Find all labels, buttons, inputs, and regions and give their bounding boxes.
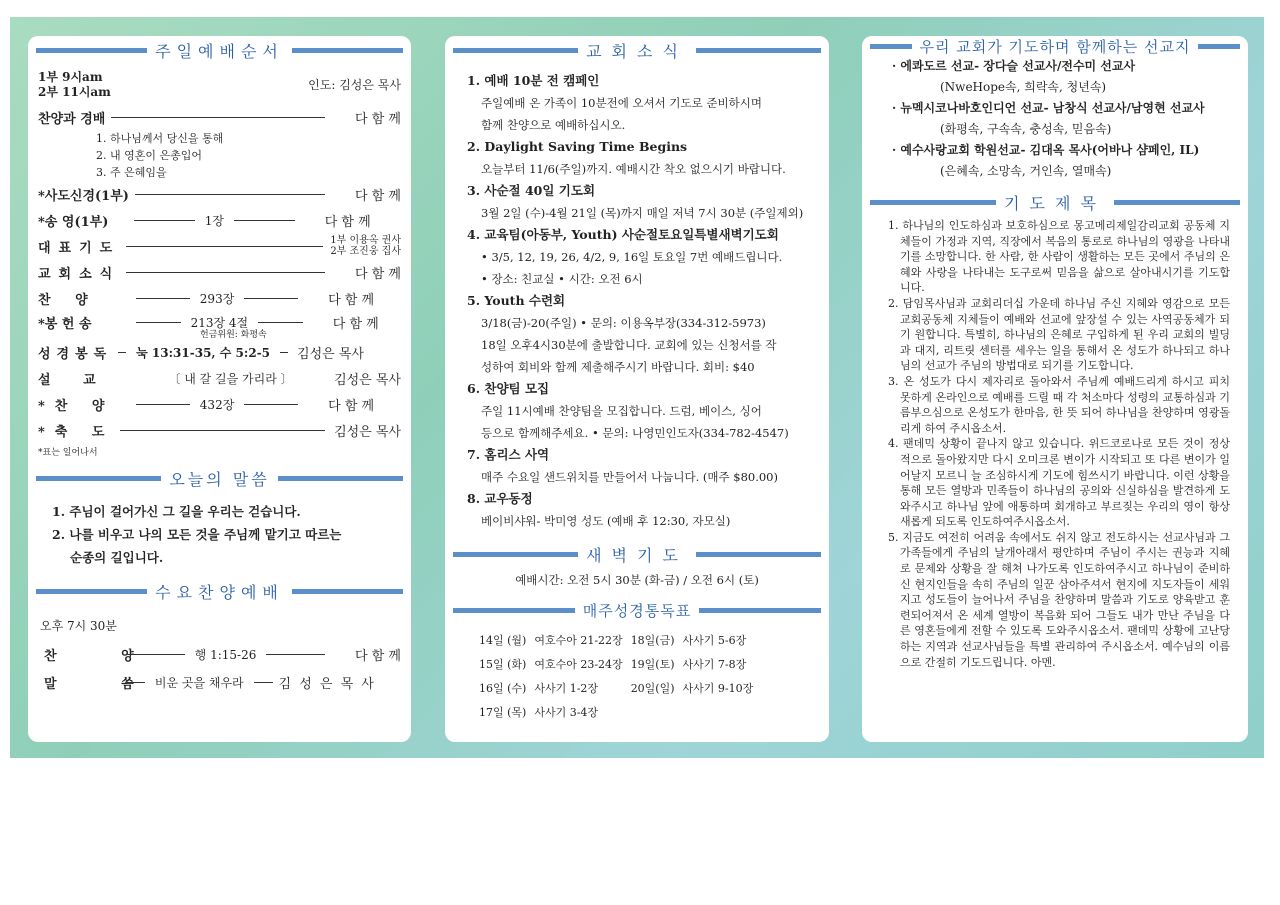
reading-cell: 사사기 3-4장 <box>534 706 599 719</box>
reading-cell: 15일 (화) <box>479 658 527 671</box>
wednesday-time: 오후 7시 30분 <box>40 619 117 633</box>
bible-reading-table <box>479 628 761 724</box>
dawn-prayer-time: 예배시간: 오전 5시 30분 (화-금) / 오전 6시 (토) <box>515 573 759 587</box>
news-item-title: 5. Youth 수련회 <box>467 293 566 308</box>
dawn-prayer-header <box>445 544 829 564</box>
reading-cell: 여호수아 23-24장 <box>534 658 623 671</box>
service-time-2: 2부 11시am <box>38 85 111 99</box>
mission-prayer-panel <box>862 36 1248 742</box>
reading-cell: 16일 (수) <box>479 682 527 695</box>
order-row: 성경봉독 눅 13:31-35, 수 5:2-5 김성은 목사 <box>38 345 364 362</box>
news-item-body: 매주 수요일 샌드위치를 만들어서 나눕니다. (매주 $80.00) <box>481 470 778 484</box>
news-item <box>445 70 829 136</box>
mission-groups: (은혜속, 소망속, 거인속, 열매속) <box>940 164 1112 178</box>
reading-row <box>479 700 761 724</box>
order-row: *찬 양 432장 다 함 께 <box>38 397 375 414</box>
news-item-body: 3/18(금)-20(주일) • 문의: 이용옥부장(334-312-5973) <box>481 316 766 330</box>
order-row: 찬양과 경배 다 함 께 <box>38 111 401 127</box>
news-item-body: • 3/5, 12, 19, 26, 4/2, 9, 16일 토요일 7번 예배드립니다. <box>481 250 783 264</box>
mission-item: · 에콰도르 선교- 장다슬 선교사/전수미 선교사 <box>892 59 1136 73</box>
news-item-body: 성하여 회비와 함께 제출해주시기 바랍니다. 회비: $40 <box>481 360 755 374</box>
offering-note: 헌금위원: 화평속 <box>200 330 267 340</box>
news-item-body: 주일예배 온 가족이 10분전에 오셔서 기도로 준비하시며 <box>481 96 762 110</box>
mission-header <box>862 36 1248 56</box>
prayer-topics-list <box>862 218 1248 670</box>
mission-list <box>862 56 1248 182</box>
stand-note: *표는 일어나서 <box>38 448 98 458</box>
news-item <box>445 378 829 444</box>
prayer-topic: 5. 지금도 여전히 어려움 속에서도 쉬지 않고 전도하시는 선교사님과 그 가족들에게 주님의 날개아래서 평안하며 주님이 주시는 권능과 지혜로 문제와 상황을 잘 해쳐 나가도록 인도하여주시고 하나님이 준비하신 현지인들을 속히 주님의 일꾼 삼아주셔서 현지에 지도자들이 세워지고 성도들이 늘어나서 주님을 찬양하며 말씀과 기도로 양육받고 훈련되어져서 온 세계 열방이 복음화 되어 그들도 내가 만난 주님을 다른 영혼들에게 전할 수 있도록 도와주시옵소서. 팬데믹 상황에 고난당하는 지역과 선교사님들을 특별 관리하여 주시옵소서. 예수님의 이름으로 간절히 기도드립니다. 아멘. <box>888 530 1230 669</box>
reading-cell: 17일 (목) <box>479 706 527 719</box>
order-row: 찬 양 293장 다 함 께 <box>38 291 375 308</box>
news-item-title: 2. Daylight Saving Time Begins <box>467 139 688 154</box>
news-item-body: 함께 찬양으로 예배하십시오. <box>481 118 626 132</box>
praise-song: 1. 하나님께서 당신을 통해 <box>96 132 224 145</box>
news-item <box>445 136 829 180</box>
reading-cell: 사사기 5-6장 <box>682 634 747 647</box>
order-row: *축 도 김성은 목사 <box>38 424 401 440</box>
worship-order-panel <box>28 36 411 742</box>
today-word-title: 오늘의 말씀 <box>169 469 270 489</box>
today-word-text: 1. 주님이 걸어가신 그 길을 우리는 걷습니다. 2. 나를 비우고 나의 모든 것을 주님께 맡기고 따르는 순종의 길입니다. <box>52 504 342 565</box>
news-item-title: 7. 홈리스 사역 <box>467 447 550 462</box>
wednesday-row: 찬 양 행 1:15-26 다 함 께 <box>44 647 401 664</box>
news-item <box>445 180 829 224</box>
praise-song-list <box>28 130 411 181</box>
today-word-header <box>28 468 411 488</box>
church-news-header <box>445 40 829 60</box>
dawn-prayer-title: 새벽기도 <box>586 545 688 565</box>
news-item-body: 주일 11시예배 찬양팀을 모집합니다. 드럼, 베이스, 싱어 <box>481 404 762 418</box>
wednesday-title: 수요찬양예배 <box>155 582 284 602</box>
reading-cell: 20일(일) <box>630 682 675 695</box>
order-row: 설 교 〔 내 갈 길을 가리라 〕 김성은 목사 <box>38 371 401 388</box>
church-news-panel <box>445 36 829 742</box>
prayer-topic: 4. 팬데믹 상황이 끝나지 않고 있습니다. 위드코로나로 모든 것이 정상적으로 돌아왔지만 다시 오미크론 변이가 시작되고 또 다른 변이가 일어날지 모르니 늘 조심하시게 기도에 힘쓰시기 바랍니다. 이런 상황을 통해 모든 열방과 민족들이 하나님의 공의와 신실하심을 발견하게 도와주시고 하나님 앞에 애통하며 회개하고 부르짖는 우리의 영이 항상 새롭게 되도록 인도하여주시옵소서. <box>888 437 1230 529</box>
prayer-topic: 2. 담임목사님과 교회리더십 가운데 하나님 주신 지혜와 영감으로 모든 교회공동체 지체들이 예배와 선교에 앞장설 수 있는 사역공동체가 되기 원합니다. 특별히, 하나님의 은혜로 구입하게 된 우리 교회의 빌딩과 대지, 리트릿 센터를 세우는 일을 통해서 온 성도가 하나되고 하나님의 선교가 주님의 방법대로 되기를 기도합니다. <box>888 296 1230 373</box>
prayer-topics-header <box>862 192 1248 212</box>
order-row: 교회소식 다 함 께 <box>38 266 401 282</box>
news-item <box>445 444 829 488</box>
news-item-title: 8. 교우동정 <box>467 491 533 506</box>
mission-groups: (NweHope속, 희락속, 청년속) <box>940 80 1107 94</box>
mission-item: · 뉴멕시코나바호인디언 선교- 남창식 선교사/남영현 선교사 <box>892 101 1205 115</box>
reading-cell: 19일(토) <box>630 658 675 671</box>
order-row: *사도신경(1부) 다 함 께 <box>38 188 401 204</box>
bible-reading-header <box>445 600 829 620</box>
worship-order-title: 주일예배순서 <box>155 41 284 61</box>
reading-row <box>479 676 761 700</box>
news-item-body: • 장소: 친교실 • 시간: 오전 6시 <box>481 272 643 286</box>
prayer-topics-title: 기도제목 <box>1004 193 1106 213</box>
reading-cell: 사사기 9-10장 <box>682 682 754 695</box>
prayer-topic: 1. 하나님의 인도하심과 보호하심으로 몽고메리제일감리교회 공동체 지체들이 가정과 지역, 직장에서 복음의 통로로 하나님의 영광을 나타내기를 소망합니다. 한 사람, 한 사람이 생활하는 모든 곳에서 주님의 은혜와 사랑을 나타내는 도구로써 믿음을 삶으로 살아내시기를 기도합니다. <box>888 219 1230 295</box>
reading-cell: 사사기 1-2장 <box>534 682 599 695</box>
wednesday-header <box>28 581 411 601</box>
reading-cell: 14일 (월) <box>479 634 527 647</box>
mission-item: · 예수사랑교회 학원선교- 김대옥 목사(어바나 샴페인, IL) <box>892 143 1200 157</box>
news-item <box>445 488 829 532</box>
church-news-list <box>445 66 829 532</box>
order-row: 대표기도 1부 이용옥 권사 2부 조진웅 집사 <box>38 235 401 257</box>
reading-cell: 18일(금) <box>630 634 675 647</box>
prayer-topic: 3. 온 성도가 다시 제자리로 돌아와서 주님께 예배드리게 하시고 피치 못하게 온라인으로 예배를 드릴 때 각 처소마다 성령의 교통하심과 기름부으심으로 온성도가 한마음, 한 뜻 되어 하나님을 찬양하며 영광돌리게 하여 주시옵소서. <box>888 374 1230 435</box>
reading-row <box>479 652 761 676</box>
mission-title: 우리 교회가 기도하며 함께하는 선교지 <box>919 37 1191 56</box>
service-leader: 인도: 김성은 목사 <box>308 78 401 92</box>
news-item-title: 6. 찬양팀 모집 <box>467 381 550 396</box>
news-item-title: 1. 예배 10분 전 캠페인 <box>467 73 600 88</box>
news-item-body: 베이비샤워- 박미영 성도 (예배 후 12:30, 자모실) <box>481 514 731 528</box>
praise-song: 3. 주 은혜임을 <box>96 166 167 179</box>
news-item-title: 4. 교육팀(아동부, Youth) 사순절토요일특별새벽기도회 <box>467 227 779 242</box>
news-item-body: 18일 오후4시30분에 출발합니다. 교회에 있는 신청서를 작 <box>481 338 777 352</box>
church-news-title: 교회소식 <box>586 41 688 61</box>
reading-cell <box>683 700 762 724</box>
service-time-1: 1부 9시am <box>38 70 103 84</box>
reading-row <box>479 628 761 652</box>
worship-order-header <box>28 40 411 60</box>
news-item-body: 오늘부터 11/6(주일)까지. 예배시간 착오 없으시기 바랍니다. <box>481 162 786 176</box>
bible-reading-title: 매주성경통독표 <box>582 601 692 620</box>
reading-cell: 사사기 7-8장 <box>682 658 747 671</box>
news-item <box>445 290 829 378</box>
news-item-body: 3월 2일 (수)-4월 21일 (목)까지 매일 저녁 7시 30분 (주일제외) <box>481 206 804 220</box>
news-item <box>445 224 829 290</box>
order-row: *봉 헌 송 213장 4절 다 함 께 <box>38 315 379 332</box>
wednesday-row: 말 씀 비운 곳을 채우라 김 성 은 목 사 <box>44 675 376 692</box>
news-item-title: 3. 사순절 40일 기도회 <box>467 183 596 198</box>
reading-cell <box>631 700 683 724</box>
reading-cell: 여호수아 21-22장 <box>534 634 623 647</box>
mission-groups: (화평속, 구속속, 충성속, 믿음속) <box>940 122 1112 136</box>
order-row: *송 영(1부) 1장 다 함 께 <box>38 213 371 230</box>
praise-song: 2. 내 영혼이 은총입어 <box>96 149 202 162</box>
news-item-body: 등으로 함께해주세요. • 문의: 나영민인도자(334-782-4547) <box>481 426 789 440</box>
